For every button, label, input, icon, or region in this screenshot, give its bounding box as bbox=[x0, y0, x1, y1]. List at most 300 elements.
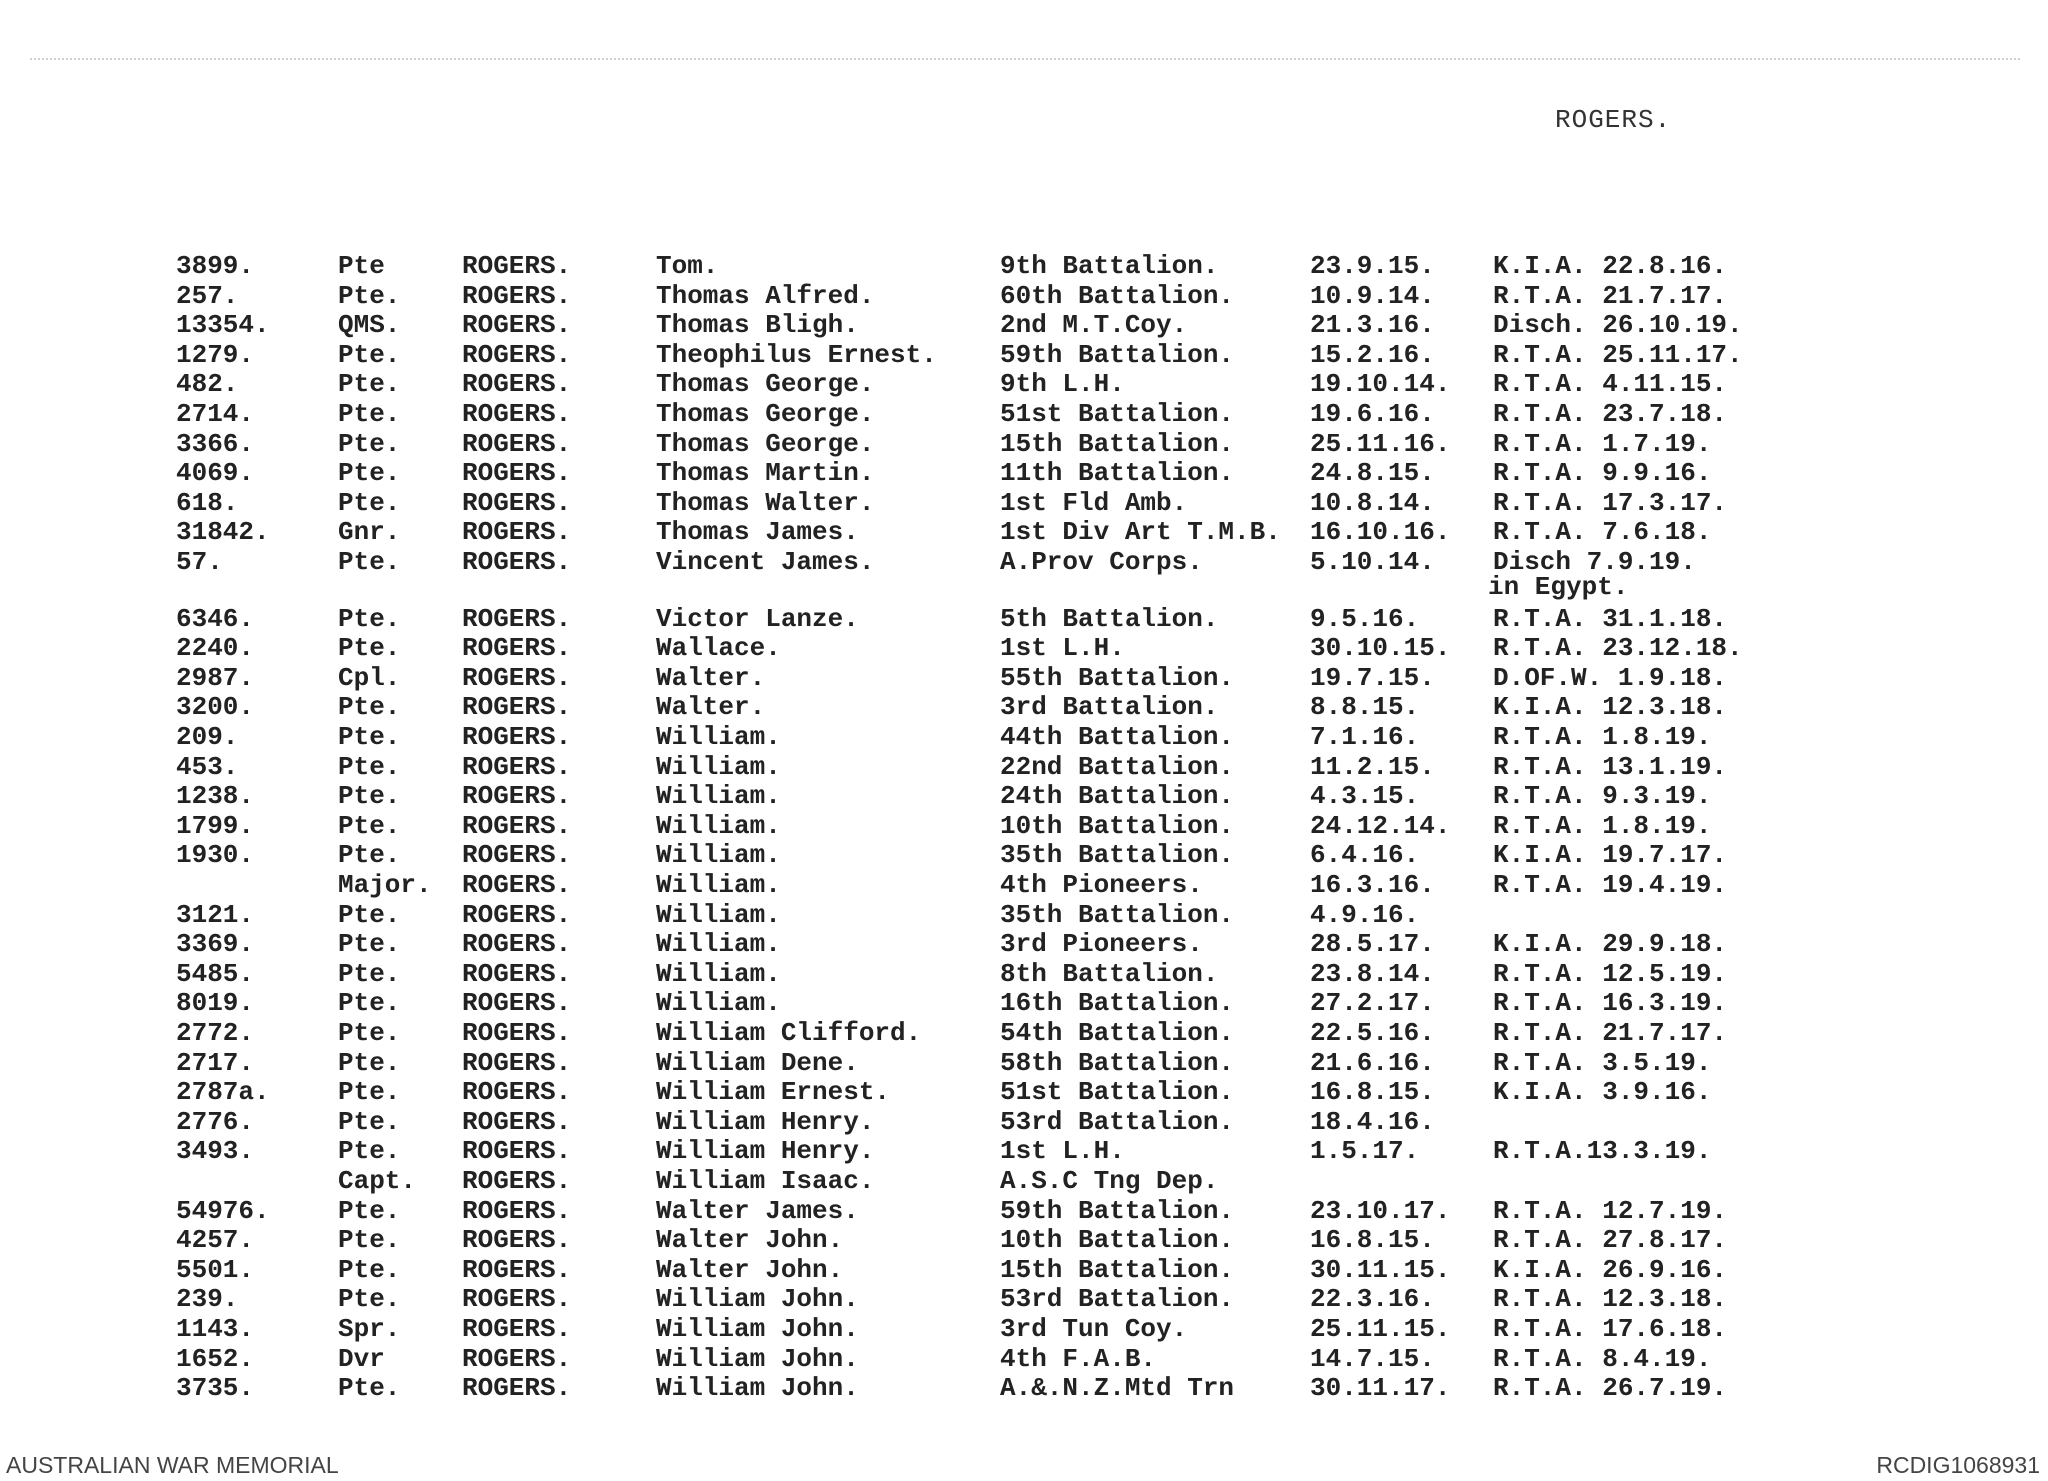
fate: R.T.A. 4.11.15. bbox=[1493, 369, 1728, 399]
rank: Pte. bbox=[338, 1373, 401, 1403]
given-names: William. bbox=[656, 752, 781, 782]
enlistment-date: 27.2.17. bbox=[1310, 988, 1435, 1018]
surname: ROGERS. bbox=[462, 840, 572, 870]
unit: 2nd M.T.Coy. bbox=[1000, 310, 1188, 340]
record-row bbox=[0, 341, 2048, 370]
service-number: 3121. bbox=[176, 900, 255, 930]
given-names: William Clifford. bbox=[656, 1018, 922, 1048]
unit: 53rd Battalion. bbox=[1000, 1107, 1235, 1137]
enlistment-date: 30.10.15. bbox=[1310, 633, 1451, 663]
rank: Pte. bbox=[338, 369, 401, 399]
record-row bbox=[0, 489, 2048, 518]
unit: 3rd Pioneers. bbox=[1000, 929, 1203, 959]
record-row bbox=[0, 1167, 2048, 1196]
unit: 44th Battalion. bbox=[1000, 722, 1235, 752]
enlistment-date: 8.8.15. bbox=[1310, 692, 1420, 722]
record-row bbox=[0, 282, 2048, 311]
service-number: 239. bbox=[176, 1284, 239, 1314]
rank: Cpl. bbox=[338, 663, 401, 693]
given-names: Thomas James. bbox=[656, 517, 859, 547]
surname: ROGERS. bbox=[462, 900, 572, 930]
record-row bbox=[0, 1108, 2048, 1137]
unit: 10th Battalion. bbox=[1000, 1225, 1235, 1255]
rank: Pte. bbox=[338, 1196, 401, 1226]
surname: ROGERS. bbox=[462, 547, 572, 577]
enlistment-date: 18.4.16. bbox=[1310, 1107, 1435, 1137]
record-row bbox=[0, 1019, 2048, 1048]
enlistment-date: 15.2.16. bbox=[1310, 340, 1435, 370]
enlistment-date: 4.3.15. bbox=[1310, 781, 1420, 811]
service-number: 4257. bbox=[176, 1225, 255, 1255]
rank: Pte. bbox=[338, 1284, 401, 1314]
surname: ROGERS. bbox=[462, 1284, 572, 1314]
enlistment-date: 19.7.15. bbox=[1310, 663, 1435, 693]
surname: ROGERS. bbox=[462, 870, 572, 900]
unit: 8th Battalion. bbox=[1000, 959, 1219, 989]
given-names: William Isaac. bbox=[656, 1166, 875, 1196]
unit: 60th Battalion. bbox=[1000, 281, 1235, 311]
fate: R.T.A. 3.5.19. bbox=[1493, 1048, 1712, 1078]
service-number: 1143. bbox=[176, 1314, 255, 1344]
enlistment-date: 19.6.16. bbox=[1310, 399, 1435, 429]
record-row bbox=[0, 812, 2048, 841]
service-number: 31842. bbox=[176, 517, 270, 547]
rank: Pte. bbox=[338, 399, 401, 429]
surname: ROGERS. bbox=[462, 959, 572, 989]
fate: K.I.A. 22.8.16. bbox=[1493, 251, 1728, 281]
enlistment-date: 21.3.16. bbox=[1310, 310, 1435, 340]
given-names: William John. bbox=[656, 1284, 859, 1314]
service-number: 2787a. bbox=[176, 1077, 270, 1107]
enlistment-date: 21.6.16. bbox=[1310, 1048, 1435, 1078]
rank: Pte. bbox=[338, 1048, 401, 1078]
enlistment-date: 25.11.16. bbox=[1310, 429, 1451, 459]
record-row bbox=[0, 1226, 2048, 1255]
fate: R.T.A. 26.7.19. bbox=[1493, 1373, 1728, 1403]
given-names: Thomas George. bbox=[656, 369, 875, 399]
unit: 5th Battalion. bbox=[1000, 604, 1219, 634]
surname: ROGERS. bbox=[462, 781, 572, 811]
unit: 22nd Battalion. bbox=[1000, 752, 1235, 782]
scan-edge-line bbox=[30, 58, 2020, 60]
given-names: William. bbox=[656, 988, 781, 1018]
given-names: William. bbox=[656, 929, 781, 959]
rank: Pte. bbox=[338, 692, 401, 722]
given-names: William John. bbox=[656, 1314, 859, 1344]
surname: ROGERS. bbox=[462, 1107, 572, 1137]
fate: R.T.A. 16.3.19. bbox=[1493, 988, 1728, 1018]
rank: Pte. bbox=[338, 959, 401, 989]
fate: D.OF.W. 1.9.18. bbox=[1493, 663, 1728, 693]
fate: R.T.A. 12.7.19. bbox=[1493, 1196, 1728, 1226]
fate: R.T.A. 17.6.18. bbox=[1493, 1314, 1728, 1344]
service-number: 4069. bbox=[176, 458, 255, 488]
service-number: 209. bbox=[176, 722, 239, 752]
unit: 9th Battalion. bbox=[1000, 251, 1219, 281]
record-row bbox=[0, 548, 2048, 577]
enlistment-date: 24.8.15. bbox=[1310, 458, 1435, 488]
rank: Pte. bbox=[338, 1255, 401, 1285]
service-number: 2240. bbox=[176, 633, 255, 663]
service-number: 13354. bbox=[176, 310, 270, 340]
service-number: 3735. bbox=[176, 1373, 255, 1403]
unit: 51st Battalion. bbox=[1000, 399, 1235, 429]
rank: Pte. bbox=[338, 1107, 401, 1137]
enlistment-date: 23.10.17. bbox=[1310, 1196, 1451, 1226]
record-row bbox=[0, 1345, 2048, 1374]
surname: ROGERS. bbox=[462, 1373, 572, 1403]
given-names: Theophilus Ernest. bbox=[656, 340, 937, 370]
fate: R.T.A. 21.7.17. bbox=[1493, 1018, 1728, 1048]
record-row bbox=[0, 1049, 2048, 1078]
given-names: William. bbox=[656, 959, 781, 989]
enlistment-date: 23.9.15. bbox=[1310, 251, 1435, 281]
given-names: Walter. bbox=[656, 663, 766, 693]
unit: 35th Battalion. bbox=[1000, 840, 1235, 870]
enlistment-date: 10.9.14. bbox=[1310, 281, 1435, 311]
unit: 51st Battalion. bbox=[1000, 1077, 1235, 1107]
service-number: 1799. bbox=[176, 811, 255, 841]
document-id: RCDIG1068931 bbox=[1876, 1452, 2040, 1478]
unit: 16th Battalion. bbox=[1000, 988, 1235, 1018]
service-number: 2717. bbox=[176, 1048, 255, 1078]
rank: Pte. bbox=[338, 1136, 401, 1166]
rank: Pte. bbox=[338, 458, 401, 488]
unit: 58th Battalion. bbox=[1000, 1048, 1235, 1078]
surname: ROGERS. bbox=[462, 1255, 572, 1285]
enlistment-date: 1.5.17. bbox=[1310, 1136, 1420, 1166]
service-number: 6346. bbox=[176, 604, 255, 634]
record-row bbox=[0, 960, 2048, 989]
rank: Dvr bbox=[338, 1344, 385, 1374]
surname: ROGERS. bbox=[462, 340, 572, 370]
unit: 9th L.H. bbox=[1000, 369, 1125, 399]
enlistment-date: 9.5.16. bbox=[1310, 604, 1420, 634]
rank: Gnr. bbox=[338, 517, 401, 547]
given-names: William Henry. bbox=[656, 1107, 875, 1137]
rank: Capt. bbox=[338, 1166, 417, 1196]
service-number: 1930. bbox=[176, 840, 255, 870]
given-names: Walter John. bbox=[656, 1255, 844, 1285]
rank: Pte. bbox=[338, 1225, 401, 1255]
record-row bbox=[0, 459, 2048, 488]
surname: ROGERS. bbox=[462, 399, 572, 429]
record-note: in Egypt. bbox=[1488, 572, 1629, 602]
unit: 54th Battalion. bbox=[1000, 1018, 1235, 1048]
service-number: 5485. bbox=[176, 959, 255, 989]
service-number: 2772. bbox=[176, 1018, 255, 1048]
fate: K.I.A. 26.9.16. bbox=[1493, 1255, 1728, 1285]
service-number: 57. bbox=[176, 547, 223, 577]
service-number: 3366. bbox=[176, 429, 255, 459]
given-names: William John. bbox=[656, 1344, 859, 1374]
enlistment-date: 6.4.16. bbox=[1310, 840, 1420, 870]
surname: ROGERS. bbox=[462, 458, 572, 488]
record-row bbox=[0, 1315, 2048, 1344]
rank: Pte. bbox=[338, 633, 401, 663]
unit: 1st Div Art T.M.B. bbox=[1000, 517, 1281, 547]
given-names: William. bbox=[656, 900, 781, 930]
unit: 3rd Battalion. bbox=[1000, 692, 1219, 722]
service-number: 1279. bbox=[176, 340, 255, 370]
fate: Disch 7.9.19. bbox=[1493, 547, 1696, 577]
unit: A.S.C Tng Dep. bbox=[1000, 1166, 1219, 1196]
enlistment-date: 22.3.16. bbox=[1310, 1284, 1435, 1314]
rank: Pte. bbox=[338, 340, 401, 370]
service-number: 5501. bbox=[176, 1255, 255, 1285]
given-names: Walter John. bbox=[656, 1225, 844, 1255]
rank: Pte. bbox=[338, 929, 401, 959]
enlistment-date: 22.5.16. bbox=[1310, 1018, 1435, 1048]
enlistment-date: 16.3.16. bbox=[1310, 870, 1435, 900]
archive-name: AUSTRALIAN WAR MEMORIAL bbox=[6, 1452, 339, 1478]
given-names: Thomas George. bbox=[656, 429, 875, 459]
record-row bbox=[0, 1374, 2048, 1403]
fate: R.T.A. 31.1.18. bbox=[1493, 604, 1728, 634]
record-row bbox=[0, 311, 2048, 340]
given-names: Vincent James. bbox=[656, 547, 875, 577]
service-number: 3899. bbox=[176, 251, 255, 281]
fate: R.T.A. 1.8.19. bbox=[1493, 811, 1712, 841]
surname: ROGERS. bbox=[462, 1344, 572, 1374]
service-number: 3369. bbox=[176, 929, 255, 959]
rank: Pte. bbox=[338, 840, 401, 870]
fate: R.T.A. 1.8.19. bbox=[1493, 722, 1712, 752]
given-names: Tom. bbox=[656, 251, 719, 281]
unit: 55th Battalion. bbox=[1000, 663, 1235, 693]
record-row bbox=[0, 430, 2048, 459]
given-names: William. bbox=[656, 722, 781, 752]
unit: 10th Battalion. bbox=[1000, 811, 1235, 841]
record-row bbox=[0, 252, 2048, 281]
given-names: Thomas Bligh. bbox=[656, 310, 859, 340]
fate: K.I.A. 12.3.18. bbox=[1493, 692, 1728, 722]
record-row bbox=[0, 930, 2048, 959]
service-number: 3200. bbox=[176, 692, 255, 722]
unit: 1st L.H. bbox=[1000, 1136, 1125, 1166]
fate: R.T.A. 7.6.18. bbox=[1493, 517, 1712, 547]
rank: Spr. bbox=[338, 1314, 401, 1344]
service-number: 54976. bbox=[176, 1196, 270, 1226]
given-names: William John. bbox=[656, 1373, 859, 1403]
enlistment-date: 28.5.17. bbox=[1310, 929, 1435, 959]
service-number: 8019. bbox=[176, 988, 255, 1018]
record-row bbox=[0, 634, 2048, 663]
surname: ROGERS. bbox=[462, 752, 572, 782]
enlistment-date: 4.9.16. bbox=[1310, 900, 1420, 930]
rank: Pte. bbox=[338, 281, 401, 311]
fate: R.T.A. 17.3.17. bbox=[1493, 488, 1728, 518]
surname: ROGERS. bbox=[462, 281, 572, 311]
enlistment-date: 30.11.17. bbox=[1310, 1373, 1451, 1403]
fate: R.T.A. 1.7.19. bbox=[1493, 429, 1712, 459]
enlistment-date: 16.10.16. bbox=[1310, 517, 1451, 547]
given-names: Thomas Martin. bbox=[656, 458, 875, 488]
fate: R.T.A. 21.7.17. bbox=[1493, 281, 1728, 311]
fate: R.T.A. 27.8.17. bbox=[1493, 1225, 1728, 1255]
record-row bbox=[0, 1137, 2048, 1166]
rank: Pte. bbox=[338, 547, 401, 577]
surname: ROGERS. bbox=[462, 1196, 572, 1226]
record-row bbox=[0, 901, 2048, 930]
enlistment-date: 11.2.15. bbox=[1310, 752, 1435, 782]
fate: R.T.A.13.3.19. bbox=[1493, 1136, 1712, 1166]
surname: ROGERS. bbox=[462, 633, 572, 663]
given-names: William. bbox=[656, 781, 781, 811]
record-row bbox=[0, 841, 2048, 870]
enlistment-date: 23.8.14. bbox=[1310, 959, 1435, 989]
unit: 11th Battalion. bbox=[1000, 458, 1235, 488]
rank: Pte bbox=[338, 251, 385, 281]
enlistment-date: 10.8.14. bbox=[1310, 488, 1435, 518]
rank: QMS. bbox=[338, 310, 401, 340]
unit: 24th Battalion. bbox=[1000, 781, 1235, 811]
surname: ROGERS. bbox=[462, 1018, 572, 1048]
given-names: William Dene. bbox=[656, 1048, 859, 1078]
page-surname-heading: ROGERS. bbox=[1555, 105, 1672, 135]
rank: Pte. bbox=[338, 1018, 401, 1048]
record-row bbox=[0, 723, 2048, 752]
unit: A.&.N.Z.Mtd Trn bbox=[1000, 1373, 1235, 1403]
surname: ROGERS. bbox=[462, 488, 572, 518]
given-names: Thomas Alfred. bbox=[656, 281, 875, 311]
record-row bbox=[0, 1256, 2048, 1285]
enlistment-date: 16.8.15. bbox=[1310, 1225, 1435, 1255]
record-row bbox=[0, 989, 2048, 1018]
fate: K.I.A. 19.7.17. bbox=[1493, 840, 1728, 870]
surname: ROGERS. bbox=[462, 1166, 572, 1196]
rank: Pte. bbox=[338, 1077, 401, 1107]
fate: R.T.A. 23.12.18. bbox=[1493, 633, 1743, 663]
surname: ROGERS. bbox=[462, 310, 572, 340]
unit: 15th Battalion. bbox=[1000, 429, 1235, 459]
enlistment-date: 7.1.16. bbox=[1310, 722, 1420, 752]
fate: R.T.A. 19.4.19. bbox=[1493, 870, 1728, 900]
surname: ROGERS. bbox=[462, 1048, 572, 1078]
surname: ROGERS. bbox=[462, 988, 572, 1018]
fate: R.T.A. 12.5.19. bbox=[1493, 959, 1728, 989]
unit: 4th Pioneers. bbox=[1000, 870, 1203, 900]
service-number: 257. bbox=[176, 281, 239, 311]
unit: 59th Battalion. bbox=[1000, 340, 1235, 370]
enlistment-date: 5.10.14. bbox=[1310, 547, 1435, 577]
unit: 15th Battalion. bbox=[1000, 1255, 1235, 1285]
rank: Pte. bbox=[338, 752, 401, 782]
given-names: Victor Lanze. bbox=[656, 604, 859, 634]
fate: R.T.A. 9.9.16. bbox=[1493, 458, 1712, 488]
rank: Pte. bbox=[338, 900, 401, 930]
record-row bbox=[0, 1285, 2048, 1314]
service-number: 2987. bbox=[176, 663, 255, 693]
given-names: William. bbox=[656, 870, 781, 900]
record-row bbox=[0, 605, 2048, 634]
record-row bbox=[0, 664, 2048, 693]
given-names: William. bbox=[656, 811, 781, 841]
record-row bbox=[0, 1197, 2048, 1226]
rank: Pte. bbox=[338, 488, 401, 518]
surname: ROGERS. bbox=[462, 692, 572, 722]
service-number: 618. bbox=[176, 488, 239, 518]
given-names: Wallace. bbox=[656, 633, 781, 663]
given-names: Walter. bbox=[656, 692, 766, 722]
given-names: William. bbox=[656, 840, 781, 870]
surname: ROGERS. bbox=[462, 1225, 572, 1255]
rank: Pte. bbox=[338, 604, 401, 634]
fate: R.T.A. 13.1.19. bbox=[1493, 752, 1728, 782]
fate: R.T.A. 12.3.18. bbox=[1493, 1284, 1728, 1314]
fate: R.T.A. 9.3.19. bbox=[1493, 781, 1712, 811]
fate: R.T.A. 25.11.17. bbox=[1493, 340, 1743, 370]
rank: Pte. bbox=[338, 722, 401, 752]
given-names: William Henry. bbox=[656, 1136, 875, 1166]
enlistment-date: 16.8.15. bbox=[1310, 1077, 1435, 1107]
record-row bbox=[0, 370, 2048, 399]
service-number: 2776. bbox=[176, 1107, 255, 1137]
unit: 3rd Tun Coy. bbox=[1000, 1314, 1188, 1344]
surname: ROGERS. bbox=[462, 1314, 572, 1344]
surname: ROGERS. bbox=[462, 811, 572, 841]
surname: ROGERS. bbox=[462, 1136, 572, 1166]
record-row bbox=[0, 693, 2048, 722]
rank: Pte. bbox=[338, 429, 401, 459]
fate: K.I.A. 29.9.18. bbox=[1493, 929, 1728, 959]
given-names: Thomas George. bbox=[656, 399, 875, 429]
given-names: Walter James. bbox=[656, 1196, 859, 1226]
given-names: William Ernest. bbox=[656, 1077, 891, 1107]
service-number: 3493. bbox=[176, 1136, 255, 1166]
enlistment-date: 14.7.15. bbox=[1310, 1344, 1435, 1374]
rank: Pte. bbox=[338, 811, 401, 841]
fate: R.T.A. 8.4.19. bbox=[1493, 1344, 1712, 1374]
unit: 53rd Battalion. bbox=[1000, 1284, 1235, 1314]
fate: R.T.A. 23.7.18. bbox=[1493, 399, 1728, 429]
rank: Pte. bbox=[338, 988, 401, 1018]
service-number: 482. bbox=[176, 369, 239, 399]
enlistment-date: 19.10.14. bbox=[1310, 369, 1451, 399]
rank: Major. bbox=[338, 870, 432, 900]
unit: 4th F.A.B. bbox=[1000, 1344, 1157, 1374]
record-row bbox=[0, 1078, 2048, 1107]
record-row bbox=[0, 782, 2048, 811]
surname: ROGERS. bbox=[462, 251, 572, 281]
record-row bbox=[0, 871, 2048, 900]
record-row bbox=[0, 518, 2048, 547]
fate: Disch. 26.10.19. bbox=[1493, 310, 1743, 340]
unit: 1st L.H. bbox=[1000, 633, 1125, 663]
surname: ROGERS. bbox=[462, 1077, 572, 1107]
unit: A.Prov Corps. bbox=[1000, 547, 1203, 577]
fate: K.I.A. 3.9.16. bbox=[1493, 1077, 1712, 1107]
surname: ROGERS. bbox=[462, 929, 572, 959]
rank: Pte. bbox=[338, 781, 401, 811]
unit: 35th Battalion. bbox=[1000, 900, 1235, 930]
service-number: 2714. bbox=[176, 399, 255, 429]
surname: ROGERS. bbox=[462, 517, 572, 547]
unit: 59th Battalion. bbox=[1000, 1196, 1235, 1226]
enlistment-date: 24.12.14. bbox=[1310, 811, 1451, 841]
record-row bbox=[0, 400, 2048, 429]
surname: ROGERS. bbox=[462, 429, 572, 459]
record-row bbox=[0, 753, 2048, 782]
surname: ROGERS. bbox=[462, 604, 572, 634]
service-number: 453. bbox=[176, 752, 239, 782]
service-number: 1238. bbox=[176, 781, 255, 811]
service-number: 1652. bbox=[176, 1344, 255, 1374]
surname: ROGERS. bbox=[462, 663, 572, 693]
enlistment-date: 25.11.15. bbox=[1310, 1314, 1451, 1344]
surname: ROGERS. bbox=[462, 722, 572, 752]
given-names: Thomas Walter. bbox=[656, 488, 875, 518]
